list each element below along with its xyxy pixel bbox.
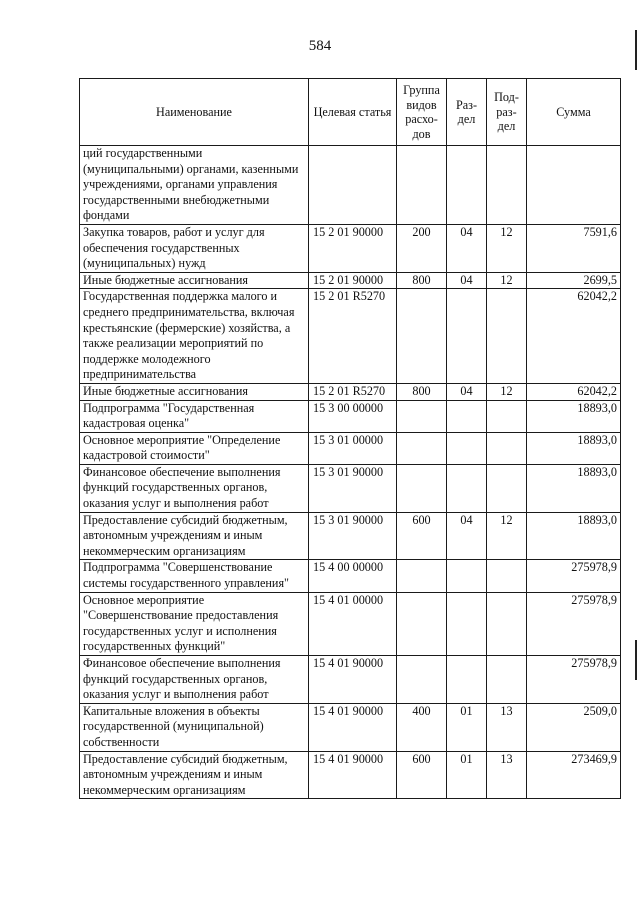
cell-target: 15 4 01 90000 bbox=[309, 751, 397, 799]
table-row bbox=[80, 289, 621, 384]
cell-target: 15 2 01 90000 bbox=[309, 272, 397, 289]
cell-target: 15 4 01 90000 bbox=[309, 703, 397, 751]
cell-subsection bbox=[487, 289, 527, 384]
cell-section: 04 bbox=[447, 512, 487, 560]
cell-name: Иные бюджетные ассигнования bbox=[80, 383, 309, 400]
cell-group bbox=[397, 400, 447, 432]
table-row bbox=[80, 751, 621, 799]
cell-group bbox=[397, 592, 447, 655]
cell-section bbox=[447, 289, 487, 384]
cell-group bbox=[397, 656, 447, 704]
cell-section bbox=[447, 560, 487, 592]
cell-target: 15 3 01 90000 bbox=[309, 512, 397, 560]
cell-target bbox=[309, 146, 397, 225]
cell-subsection bbox=[487, 146, 527, 225]
cell-subsection bbox=[487, 464, 527, 512]
cell-section: 01 bbox=[447, 703, 487, 751]
cell-group bbox=[397, 464, 447, 512]
cell-name: Капитальные вложения в объекты государственной (муниципальной) собственности bbox=[80, 703, 309, 751]
cell-name: Подпрограмма "Совершенствование системы государственного управления" bbox=[80, 560, 309, 592]
table-row bbox=[80, 146, 621, 225]
cell-target: 15 4 01 00000 bbox=[309, 592, 397, 655]
cell-subsection: 12 bbox=[487, 224, 527, 272]
cell-sum: 7591,6 bbox=[527, 224, 621, 272]
cell-group bbox=[397, 146, 447, 225]
cell-sum: 18893,0 bbox=[527, 464, 621, 512]
cell-sum bbox=[527, 146, 621, 225]
cell-group: 400 bbox=[397, 703, 447, 751]
table-row bbox=[80, 383, 621, 400]
cell-sum: 18893,0 bbox=[527, 512, 621, 560]
cell-subsection bbox=[487, 592, 527, 655]
table-row bbox=[80, 656, 621, 704]
cell-subsection bbox=[487, 656, 527, 704]
cell-target: 15 2 01 R5270 bbox=[309, 383, 397, 400]
cell-group: 800 bbox=[397, 383, 447, 400]
cell-group: 200 bbox=[397, 224, 447, 272]
cell-section bbox=[447, 464, 487, 512]
cell-section: 04 bbox=[447, 383, 487, 400]
cell-name: Финансовое обеспечение выполнения функций государственных органов, оказания услуг и выполнения работ bbox=[80, 656, 309, 704]
cell-name: Иные бюджетные ассигнования bbox=[80, 272, 309, 289]
column-header-group: Группа видов расхо-дов bbox=[397, 79, 447, 146]
cell-section: 04 bbox=[447, 272, 487, 289]
cell-subsection bbox=[487, 560, 527, 592]
cell-sum: 18893,0 bbox=[527, 400, 621, 432]
cell-section bbox=[447, 146, 487, 225]
cell-name: Основное мероприятие "Совершенствование предоставления государственных услуг и исполнения государственных функций" bbox=[80, 592, 309, 655]
cell-name: Подпрограмма "Государственная кадастровая оценка" bbox=[80, 400, 309, 432]
cell-subsection: 12 bbox=[487, 383, 527, 400]
column-header-target: Целевая статья bbox=[309, 79, 397, 146]
cell-subsection: 13 bbox=[487, 751, 527, 799]
cell-target: 15 4 00 00000 bbox=[309, 560, 397, 592]
cell-name: Закупка товаров, работ и услуг для обеспечения государственных (муниципальных) нужд bbox=[80, 224, 309, 272]
cell-name: Предоставление субсидий бюджетным, автономным учреждениям и иным некоммерческим организациям bbox=[80, 512, 309, 560]
cell-name: ций государственными (муниципальными) органами, казенными учреждениями, органами управления государственными внебюджетными фондами bbox=[80, 146, 309, 225]
column-header-subsection: Под-раз-дел bbox=[487, 79, 527, 146]
cell-sum: 273469,9 bbox=[527, 751, 621, 799]
cell-sum: 275978,9 bbox=[527, 592, 621, 655]
cell-name: Основное мероприятие "Определение кадастровой стоимости" bbox=[80, 432, 309, 464]
cell-sum: 275978,9 bbox=[527, 656, 621, 704]
table-header-row bbox=[80, 79, 621, 146]
cell-target: 15 3 01 00000 bbox=[309, 432, 397, 464]
cell-name: Государственная поддержка малого и среднего предпринимательства, включая крестьянские (фермерские) хозяйства, а также реализации мероприятий по поддержке молодежного предпринимательства bbox=[80, 289, 309, 384]
cell-subsection: 13 bbox=[487, 703, 527, 751]
cell-section bbox=[447, 432, 487, 464]
scan-edge-mark bbox=[635, 640, 637, 680]
table-row bbox=[80, 400, 621, 432]
cell-group: 600 bbox=[397, 512, 447, 560]
cell-section bbox=[447, 400, 487, 432]
table-row bbox=[80, 560, 621, 592]
column-header-sum: Сумма bbox=[527, 79, 621, 146]
table-row bbox=[80, 464, 621, 512]
table-row bbox=[80, 703, 621, 751]
cell-target: 15 3 01 90000 bbox=[309, 464, 397, 512]
cell-group: 600 bbox=[397, 751, 447, 799]
table-row bbox=[80, 272, 621, 289]
cell-section bbox=[447, 656, 487, 704]
cell-subsection: 12 bbox=[487, 512, 527, 560]
column-header-section: Раз-дел bbox=[447, 79, 487, 146]
table-row bbox=[80, 224, 621, 272]
cell-group: 800 bbox=[397, 272, 447, 289]
cell-target: 15 2 01 R5270 bbox=[309, 289, 397, 384]
cell-target: 15 2 01 90000 bbox=[309, 224, 397, 272]
cell-subsection bbox=[487, 400, 527, 432]
cell-target: 15 4 01 90000 bbox=[309, 656, 397, 704]
table-row bbox=[80, 512, 621, 560]
cell-sum: 2699,5 bbox=[527, 272, 621, 289]
page-number: 584 bbox=[308, 38, 332, 54]
cell-group bbox=[397, 560, 447, 592]
cell-sum: 18893,0 bbox=[527, 432, 621, 464]
cell-subsection bbox=[487, 432, 527, 464]
cell-sum: 275978,9 bbox=[527, 560, 621, 592]
cell-name: Предоставление субсидий бюджетным, автономным учреждениям и иным некоммерческим организациям bbox=[80, 751, 309, 799]
table-row bbox=[80, 432, 621, 464]
cell-target: 15 3 00 00000 bbox=[309, 400, 397, 432]
cell-subsection: 12 bbox=[487, 272, 527, 289]
column-header-name: Наименование bbox=[80, 79, 309, 146]
cell-section: 01 bbox=[447, 751, 487, 799]
cell-name: Финансовое обеспечение выполнения функций государственных органов, оказания услуг и выполнения работ bbox=[80, 464, 309, 512]
cell-group bbox=[397, 432, 447, 464]
scan-edge-mark bbox=[635, 30, 637, 70]
cell-sum: 62042,2 bbox=[527, 383, 621, 400]
cell-sum: 62042,2 bbox=[527, 289, 621, 384]
cell-section: 04 bbox=[447, 224, 487, 272]
budget-table bbox=[79, 78, 621, 799]
table-row bbox=[80, 592, 621, 655]
cell-sum: 2509,0 bbox=[527, 703, 621, 751]
cell-section bbox=[447, 592, 487, 655]
cell-group bbox=[397, 289, 447, 384]
